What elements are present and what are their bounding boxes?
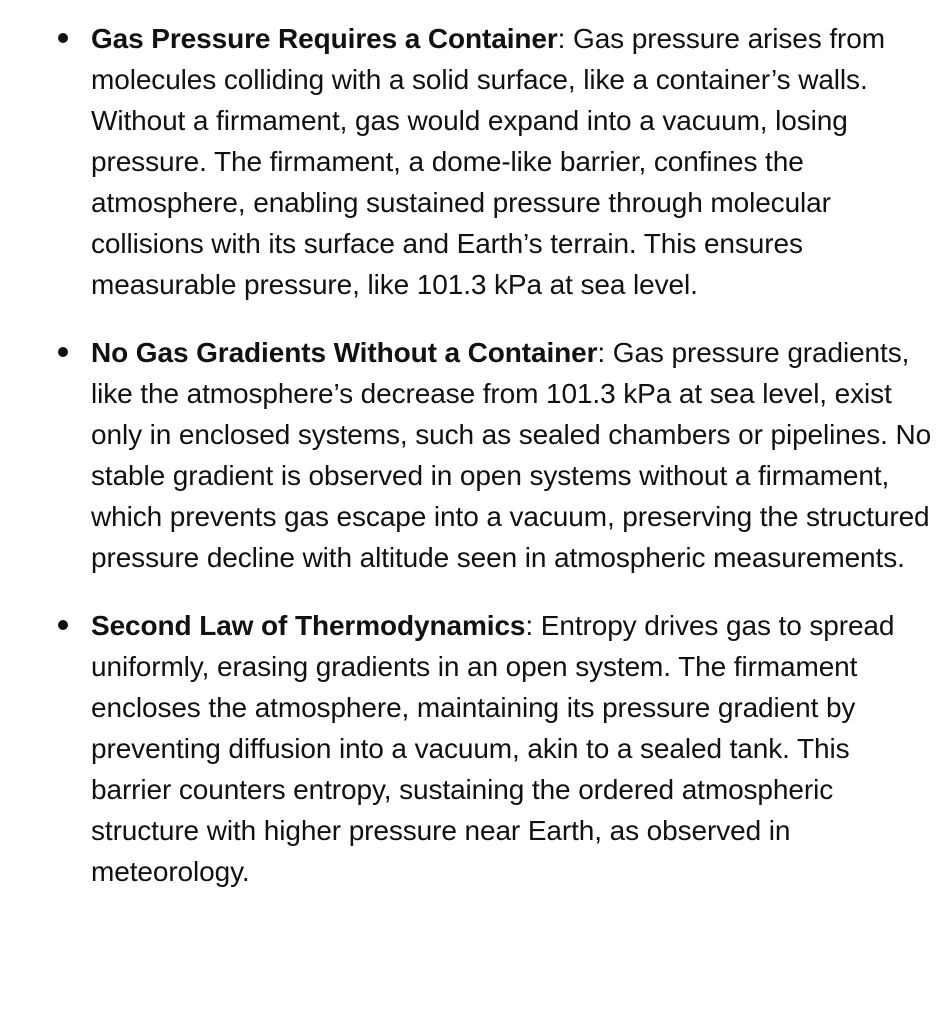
list-item (0, 18, 952, 305)
item-text: : Gas pressure gradients, like the atmosphere’s decrease from 101.3 kPa at sea level, exist only in enclosed systems, such as sealed chambers or pipelines. No stable gradient is observed in open systems without a firmament, which prevents gas escape into a vacuum, preserving the structured pressure decline with altitude seen in atmospheric measurements. (91, 337, 932, 573)
item-text: : Entropy drives gas to spread uniformly, erasing gradients in an open system. The firmament encloses the atmosphere, maintaining its pressure gradient by preventing diffusion into a vacuum, akin to a sealed tank. This barrier counters entropy, sustaining the ordered atmospheric structure with higher pressure near Earth, as observed in meteorology. (91, 610, 895, 887)
bullet-icon (58, 347, 68, 357)
list-item (0, 332, 952, 578)
item-term: Second Law of Thermodynamics (91, 610, 526, 641)
list-item (0, 605, 952, 892)
item-term: No Gas Gradients Without a Container (91, 337, 598, 368)
bullet-icon (58, 620, 68, 630)
bullet-icon (58, 33, 68, 43)
item-term: Gas Pressure Requires a Container (91, 23, 558, 54)
item-text: : Gas pressure arises from molecules colliding with a solid surface, like a container’s walls. Without a firmament, gas would expand into a vacuum, losing pressure. The firmament, a dome-like barrier, confines the atmosphere, enabling sustained pressure through molecular collisions with its surface and Earth’s terrain. This ensures measurable pressure, like 101.3 kPa at sea level. (91, 23, 885, 300)
